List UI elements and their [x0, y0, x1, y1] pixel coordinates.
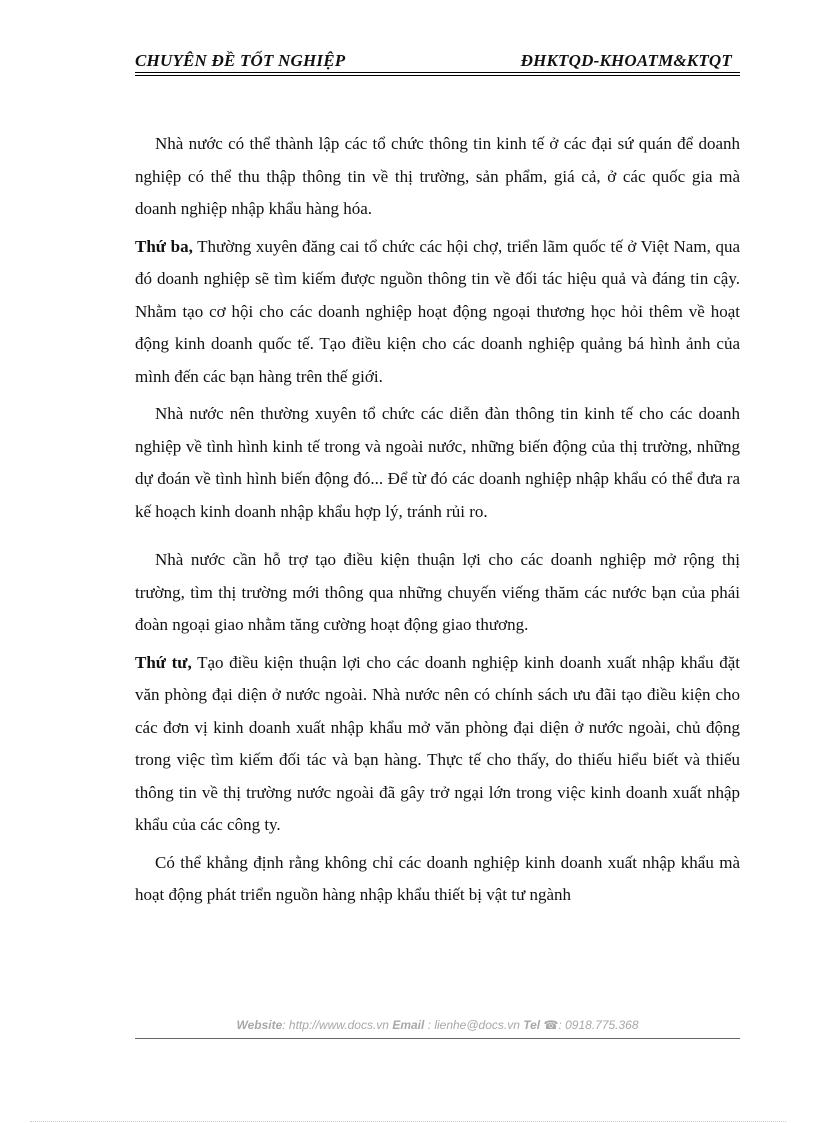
header-title-left: CHUYÊN ĐỀ TỐT NGHIỆP: [135, 51, 346, 70]
footer-website-link[interactable]: : http://www.docs.vn: [282, 1018, 389, 1032]
paragraph-lead: Thứ ba,: [135, 236, 193, 256]
paragraph: [135, 231, 740, 394]
footer-email-link[interactable]: : lienhe@docs.vn: [424, 1018, 520, 1032]
paragraph-text: Nhà nước có thể thành lập các tổ chức thông tin kinh tế ở các đại sứ quán để doanh nghiệp có thể thu thập thông tin về thị trường, sản phẩm, giá cả, ở các quốc gia mà doanh nghiệp nhập khẩu hàng hóa.: [135, 134, 740, 218]
paragraph: [135, 128, 740, 226]
page-header: [135, 50, 740, 76]
paragraph: [135, 398, 740, 528]
paragraph-text: Nhà nước cần hỗ trợ tạo điều kiện thuận lợi cho các doanh nghiệp mở rộng thị trường, tìm thị trường mới thông qua những chuyến viếng thăm các nước bạn của phái đoàn ngoại giao nhằm tăng cường hoạt động giao thương.: [135, 550, 740, 634]
paragraph-text: Có thể khẳng định rằng không chỉ các doanh nghiệp kinh doanh xuất nhập khẩu mà hoạt động phát triển nguồn hàng nhập khẩu thiết bị vật tư ngành: [135, 852, 740, 904]
document-body: [135, 128, 740, 917]
paragraph-text: Thường xuyên đăng cai tổ chức các hội chợ, triển lãm quốc tế ở Việt Nam, qua đó doanh nghiệp sẽ tìm kiếm được nguồn thông tin về đối tác hiệu quả và đáng tin cậy. Nhằm tạo cơ hội cho các doanh nghiệp hoạt động ngoại thương học hỏi thêm về hoạt động kinh doanh quốc tế. Tạo điều kiện cho các doanh nghiệp quảng bá hình ảnh của mình đến các bạn hàng trên thế giới.: [135, 236, 740, 386]
footer-tel-label: Tel: [523, 1018, 541, 1032]
paragraph: [135, 847, 740, 912]
page-footer: [135, 1018, 740, 1039]
paragraph-text: Tạo điều kiện thuận lợi cho các doanh nghiệp kinh doanh xuất nhập khẩu đặt văn phòng đại diện ở nước ngoài. Nhà nước nên có chính sách ưu đãi tạo điều kiện cho các đơn vị kinh doanh xuất nhập khẩu mở văn phòng đại diện ở nước ngoài, chủ động trong việc tìm kiếm đối tác và bạn hàng. Thực tế cho thấy, do thiếu hiểu biết và thiếu thông tin về thị trường nước ngoài đã gây trở ngại lớn trong việc kinh doanh xuất nhập khẩu của các công ty.: [135, 652, 740, 834]
paragraph: [135, 647, 740, 842]
header-title-right: ĐHKTQD-KHOATM&KTQT: [520, 51, 732, 70]
footer-email-label: Email: [392, 1018, 425, 1032]
paragraph-text: Nhà nước nên thường xuyên tổ chức các diễn đàn thông tin kinh tế cho các doanh nghiệp về tình hình kinh tế trong và ngoài nước, những biến động của thị trường, những dự đoán về tình hình biến động đó... Để từ đó các doanh nghiệp nhập khẩu có thể đưa ra kế hoạch kinh doanh nhập khẩu hợp lý, tránh rủi ro.: [135, 404, 740, 521]
footer-website-label: Website: [236, 1018, 283, 1032]
paragraph-lead: Thứ tư,: [135, 652, 192, 672]
page-bottom-divider: [30, 1121, 786, 1122]
footer-tel-value: : 0918.775.368: [558, 1018, 639, 1032]
phone-icon: ☎: [543, 1018, 559, 1032]
paragraph: [135, 544, 740, 642]
